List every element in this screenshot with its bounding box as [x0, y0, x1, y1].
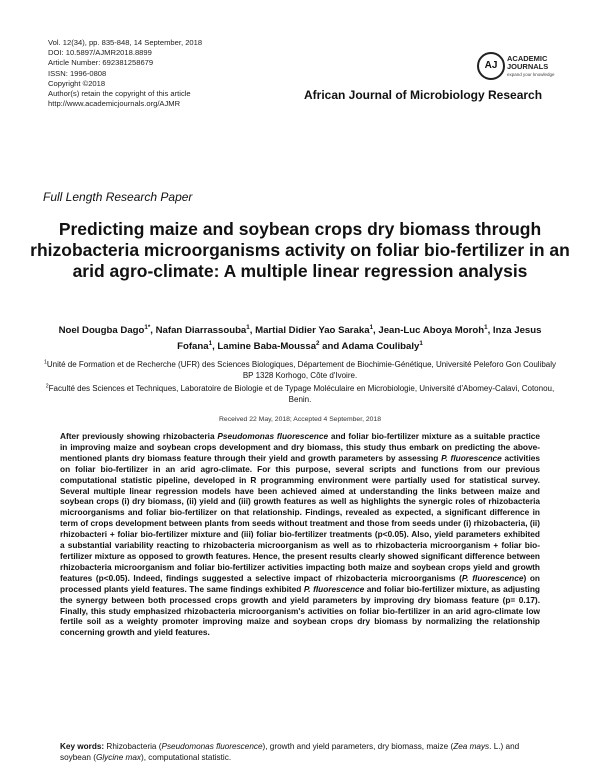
logo-line-2: JOURNALS: [507, 62, 549, 71]
author-separator: ,: [150, 325, 156, 336]
affiliation-text: Unité de Formation et de Recherche (UFR) des Sciences Biologiques, Département de Biochimie-Génétique, Université Peleforo Gon Coulibaly BP 1328 Korhogo, Côte d'Ivoire.: [46, 360, 557, 380]
italic-term: P. fluorescence: [441, 452, 502, 463]
abstract: [60, 431, 540, 638]
paper-title: Predicting maize and soybean crops dry biomass through rhizobacteria microorganisms activity on foliar bio-fertilizer in an arid agro-climate: A multiple linear regression analysis: [30, 219, 570, 281]
journal-name: African Journal of Microbiology Research: [304, 88, 543, 102]
issn-line: ISSN: 1996-0808: [48, 68, 107, 78]
author-separator: ,: [373, 325, 379, 336]
text-run: ) on processed plants yield features. The same findings exhibited: [60, 572, 540, 594]
author-name: Martial Didier Yao Saraka: [255, 325, 370, 336]
journal-url[interactable]: http://www.academicjournals.org/AJMR: [48, 99, 181, 109]
volume-line: Vol. 12(34), pp. 835-848, 14 September, 2018: [48, 38, 203, 47]
italic-term: P. fluorescence: [461, 572, 524, 583]
author-name: Adama Coulibaly: [341, 341, 420, 352]
doi-line: DOI: 10.5897/AJMR2018.8899: [48, 48, 152, 58]
author-name: Jean-Luc Aboya Moroh: [378, 325, 485, 336]
text-run: ), computational statistic.: [141, 752, 232, 762]
author-affiliation-mark: 1: [419, 339, 423, 347]
article-number-line: Article Number: 692381258679: [48, 58, 154, 68]
italic-term: Pseudomonas fluorescence: [161, 742, 263, 751]
text-run: and foliar bio-fertilizer mixture as a suitable practice in improving maize and soybean crops development and dry biomass, this study thus embark on predicting the above-mentioned plants dry biomass feature through their yield and growth parameters by assessing: [60, 431, 540, 463]
received-dates: Received 22 May, 2018; Accepted 4 September, 2018: [219, 416, 381, 423]
copyright-line: Copyright ©2018: [48, 78, 106, 88]
text-run: and foliar bio-fertilizer mixture, as adjusting the synergy between both processed crops growth and yield parameters by improving dry biomass feature (p= 0.17). Finally, this study emphasized rhizobacteria microorganism's activities on foliar bio-fertilizer in an arid agro-climate low fertile soil as a weighty promoter improving maize and soybean crops dry biomass by normalizing the relationship concerning growth and yield features.: [60, 583, 540, 638]
author-affiliation-mark: 1: [246, 323, 250, 331]
text-run: . L.) and soybean (: [60, 742, 520, 762]
text-run: activities on foliar bio-fertilizer in an arid agro-climate. For this purpose, several scripts and functions from our previous computational statistic pipeline, developed in R programming environment were partially used for statistical survey. Several multiple linear regression models have been achieved aimed at understanding the links between maize and soybean crops (i) dry biomass, (ii) yield and (iii) growth features as well as highlights the synergic roles of rhizobacteria microorganisms and foliar bio-fertilizer on that relationship. Findings, revealed as expected, a significant difference in term of crops development between plants from seeds without treatment and those from seeds under (i) rhizobacteria, (ii) rhizobacteri + foliar bio-fertilizer mixture and (iii) foliar bio-fertilizer treatments (p<0.05). Also, yield parameters exhibited a substantial variability reacting to rhizobacteria microorganism as well as to rhizobacteria microorganism + foliar bio-fertilizer mixture as opposed to growth features. Hence, the present results clearly showed significant difference between rhizobacteria microorganism and foliar bio-fertilizer activities impacting both maize and soybean crops yield and growth features (p<0.05). Indeed, findings suggested a selective impact of rhizobacteria microorganisms (: [60, 452, 540, 583]
academic-journals-logo: [477, 52, 555, 80]
logo-wordmark: [507, 55, 548, 71]
keywords: [60, 742, 540, 763]
keywords-text: [60, 742, 519, 762]
author-name: Nafan Diarrassouba: [155, 325, 247, 336]
logo-line-1: ACADEMIC: [507, 54, 548, 63]
logo-tagline: expand your knowledge: [507, 72, 555, 77]
affiliations: [40, 360, 560, 408]
text-run: Rhizobacteria (: [104, 742, 162, 751]
rights-line: Author(s) retain the copyright of this article: [48, 89, 191, 99]
italic-term: P. fluorescence: [303, 583, 365, 594]
affiliation-mark: 2: [45, 383, 49, 390]
author-name: Lamine Baba-Moussa: [217, 341, 317, 352]
author-affiliation-mark: 1*: [144, 323, 151, 331]
affiliation-item: [40, 384, 560, 405]
affiliation-mark: 1: [43, 359, 47, 366]
italic-term: Pseudomonas fluorescence: [217, 431, 329, 441]
author-name: Inza Jesus Fofana: [177, 325, 542, 352]
author-affiliation-mark: 1: [484, 323, 488, 331]
italic-term: Zea mays: [453, 742, 490, 751]
author-separator: ,: [487, 325, 493, 336]
author-list: [40, 323, 560, 355]
italic-term: Glycine max: [95, 752, 142, 762]
text-run: After previously showing rhizobacteria: [60, 431, 218, 441]
text-run: ), growth and yield parameters, dry biomass, maize (: [262, 742, 454, 751]
author-separator: and: [319, 341, 342, 352]
author-affiliation-mark: 1: [369, 323, 374, 331]
keywords-label: Key words:: [60, 742, 105, 751]
author-separator: ,: [249, 325, 256, 336]
author-name: Noel Dougba Dago: [58, 325, 145, 336]
affiliation-text: Faculté des Sciences et Techniques, Laboratoire de Biologie et de Typage Moléculaire en Microbiologie, Université d'Abomey-Calavi, Cotonou, Benin.: [48, 384, 555, 404]
paper-type: Full Length Research Paper: [43, 190, 193, 204]
affiliation-item: [40, 360, 560, 381]
author-affiliation-mark: 2: [316, 339, 320, 347]
author-affiliation-mark: 1: [208, 339, 213, 347]
article-metadata: [48, 38, 202, 109]
author-separator: ,: [212, 341, 218, 352]
logo-mark: AJ: [477, 52, 505, 80]
